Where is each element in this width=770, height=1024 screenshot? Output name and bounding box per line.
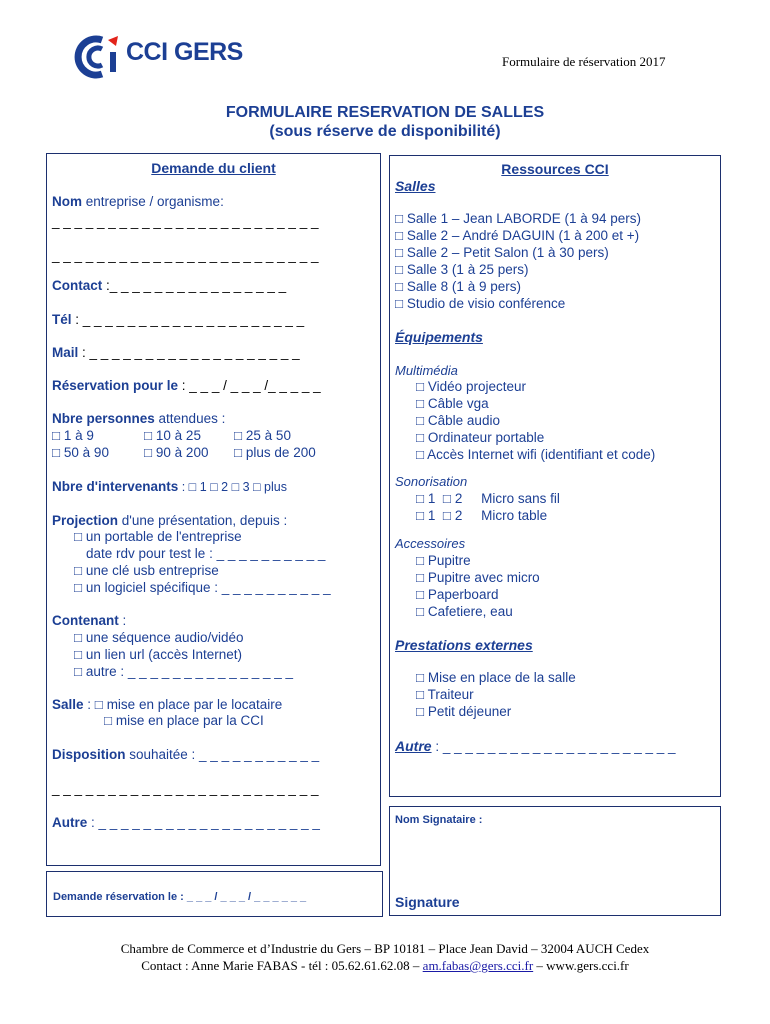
disposition-blank[interactable]: _ _ _ _ _ _ _ _ _ _ _ _ _ _ _ _ _ _ _ _ _ _ _ _ xyxy=(52,781,319,796)
accessoire-option-paperboard[interactable]: □ Paperboard xyxy=(416,587,499,602)
prestations-heading: Prestations externes xyxy=(395,637,533,653)
prestation-option-petit-dejeuner[interactable]: □ Petit déjeuner xyxy=(416,704,512,719)
contenant-option-audio-video[interactable]: □ une séquence audio/vidéo xyxy=(74,630,244,645)
signature-label: Signature xyxy=(395,894,460,910)
accessoires-heading: Accessoires xyxy=(395,536,466,551)
accessoire-option-pupitre-micro[interactable]: □ Pupitre avec micro xyxy=(416,570,540,585)
nbre-personnes-label: Nbre personnes attendues : xyxy=(52,411,226,426)
tel-field[interactable]: Tél : _ _ _ _ _ _ _ _ _ _ _ _ _ _ _ _ _ _ _ _ xyxy=(52,312,305,327)
personnes-option-50-90[interactable]: □ 50 à 90 xyxy=(52,445,109,460)
personnes-option-90-200[interactable]: □ 90 à 200 xyxy=(144,445,209,460)
form-year: Formulaire de réservation 2017 xyxy=(502,54,666,69)
salle-option-8[interactable]: □ Salle 8 (1 à 9 pers) xyxy=(395,279,521,294)
signature-box xyxy=(389,806,721,916)
projection-option-usb[interactable]: □ une clé usb entreprise xyxy=(74,563,219,578)
footer-email-link[interactable]: am.fabas@gers.cci.fr xyxy=(422,958,534,973)
contenant-option-autre[interactable]: □ autre : _ _ _ _ _ _ _ _ _ _ _ _ _ _ _ xyxy=(74,664,294,679)
contenant-option-url[interactable]: □ un lien url (accès Internet) xyxy=(74,647,242,662)
client-request-box xyxy=(46,153,381,866)
nom-blank-2[interactable]: _ _ _ _ _ _ _ _ _ _ _ _ _ _ _ _ _ _ _ _ _ _ _ _ xyxy=(52,248,319,263)
multimedia-option-vga[interactable]: □ Câble vga xyxy=(416,396,489,411)
autre-field[interactable]: Autre : _ _ _ _ _ _ _ _ _ _ _ _ _ _ _ _ _ _ _ _ xyxy=(52,815,320,830)
personnes-option-1-9[interactable]: □ 1 à 9 xyxy=(52,428,94,443)
nom-signataire-label: Nom Signataire : xyxy=(395,814,483,826)
personnes-option-25-50[interactable]: □ 25 à 50 xyxy=(234,428,291,443)
reservation-date-field[interactable]: Réservation pour le : _ _ _ / _ _ _ /_ _ _ _ _ xyxy=(52,378,321,393)
mail-field[interactable]: Mail : _ _ _ _ _ _ _ _ _ _ _ _ _ _ _ _ _ _ _ xyxy=(52,345,300,360)
contact-field[interactable]: Contact :_ _ _ _ _ _ _ _ _ _ _ _ _ _ _ _ xyxy=(52,278,287,293)
salle-option-petit-salon[interactable]: □ Salle 2 – Petit Salon (1 à 30 pers) xyxy=(395,245,609,260)
multimedia-option-ordinateur[interactable]: □ Ordinateur portable xyxy=(416,430,545,445)
salle-option-2[interactable]: □ Salle 2 – André DAGUIN (1 à 200 et +) xyxy=(395,228,640,243)
sonorisation-micro-table[interactable]: □ 1 □ 2 Micro table xyxy=(416,508,548,523)
personnes-option-10-25[interactable]: □ 10 à 25 xyxy=(144,428,201,443)
accessoire-option-cafetiere[interactable]: □ Cafetiere, eau xyxy=(416,604,513,619)
equipements-heading: Équipements xyxy=(395,329,483,345)
salle-option-locataire[interactable]: Salle : □ mise en place par le locataire xyxy=(52,697,283,712)
prestation-option-traiteur[interactable]: □ Traiteur xyxy=(416,687,474,702)
logo-text: CCI GERS xyxy=(126,38,243,66)
page-subtitle: (sous réserve de disponibilité) xyxy=(269,123,501,140)
disposition-field[interactable]: Disposition souhaitée : _ _ _ _ _ _ _ _ _ _ _ xyxy=(52,747,320,762)
projection-option-logiciel[interactable]: □ un logiciel spécifique : _ _ _ _ _ _ _ _ _ _ xyxy=(74,580,331,595)
multimedia-heading: Multimédia xyxy=(395,363,458,378)
demande-date-field[interactable]: Demande réservation le : _ _ _ / _ _ _ / _ _ _ _ _ _ xyxy=(53,891,307,903)
client-heading: Demande du client xyxy=(151,160,276,176)
multimedia-option-projecteur[interactable]: □ Vidéo projecteur xyxy=(416,379,526,394)
sonorisation-heading: Sonorisation xyxy=(395,474,468,489)
projection-option-portable[interactable]: □ un portable de l'entreprise xyxy=(74,529,242,544)
footer-contact: Contact : Anne Marie FABAS - tél : 05.62.61.62.08 – am.fabas@gers.cci.fr – www.gers.cci.fr xyxy=(141,958,629,973)
prestation-option-mise-en-place[interactable]: □ Mise en place de la salle xyxy=(416,670,576,685)
sonorisation-micro-sans-fil[interactable]: □ 1 □ 2 Micro sans fil xyxy=(416,491,560,506)
salle-option-3[interactable]: □ Salle 3 (1 à 25 pers) xyxy=(395,262,529,277)
contenant-label: Contenant : xyxy=(52,613,127,628)
page-title: FORMULAIRE RESERVATION DE SALLES xyxy=(225,104,545,121)
projection-label: Projection d'une présentation, depuis : xyxy=(52,513,288,528)
demande-date-box xyxy=(46,871,383,917)
cci-logo-icon xyxy=(72,34,122,80)
nom-field[interactable]: Nom entreprise / organisme: xyxy=(52,194,224,209)
salles-heading: Salles xyxy=(395,178,436,194)
salle-option-1[interactable]: □ Salle 1 – Jean LABORDE (1 à 94 pers) xyxy=(395,211,642,226)
accessoire-option-pupitre[interactable]: □ Pupitre xyxy=(416,553,471,568)
projection-test-date[interactable]: date rdv pour test le : _ _ _ _ _ _ _ _ _ _ xyxy=(86,546,326,561)
cci-resources-box xyxy=(389,155,721,797)
salle-option-studio[interactable]: □ Studio de visio conférence xyxy=(395,296,566,311)
personnes-option-plus-200[interactable]: □ plus de 200 xyxy=(234,445,316,460)
multimedia-option-wifi[interactable]: □ Accès Internet wifi (identifiant et code) xyxy=(416,447,656,462)
intervenants-field[interactable]: Nbre d'intervenants : □ 1 □ 2 □ 3 □ plus xyxy=(52,479,287,494)
cci-heading: Ressources CCI xyxy=(501,161,609,177)
nom-blank-1[interactable]: _ _ _ _ _ _ _ _ _ _ _ _ _ _ _ _ _ _ _ _ _ _ _ _ xyxy=(52,214,319,229)
cci-autre-field[interactable]: Autre : _ _ _ _ _ _ _ _ _ _ _ _ _ _ _ _ _ _ _ _ _ xyxy=(395,738,676,754)
footer-address: Chambre de Commerce et d’Industrie du Gers – BP 10181 – Place Jean David – 32004 AUCH Cedex xyxy=(120,941,650,956)
multimedia-option-audio[interactable]: □ Câble audio xyxy=(416,413,500,428)
salle-option-cci[interactable]: □ mise en place par la CCI xyxy=(104,713,264,728)
